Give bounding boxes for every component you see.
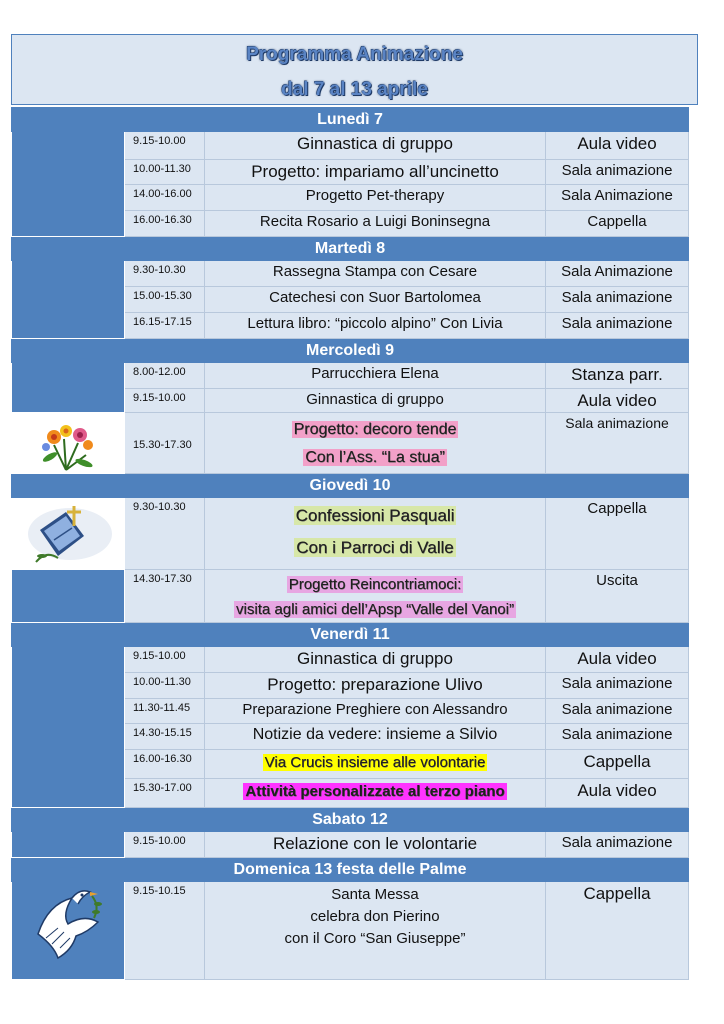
page-subtitle: dal 7 al 13 aprile: [281, 79, 428, 100]
side-cell: [12, 363, 125, 413]
day-label: Mercoledì 9: [12, 339, 689, 363]
location-cell: Cappella: [546, 498, 689, 570]
location-cell: Sala animazione: [546, 699, 689, 724]
activity-cell: Relazione con le volontarie: [205, 832, 546, 858]
location-cell: Cappella: [546, 882, 689, 980]
activity-cell: Ginnastica di gruppo: [205, 389, 546, 413]
location-cell: Cappella: [546, 750, 689, 779]
day-label: Lunedì 7: [12, 108, 689, 132]
time-cell: 11.30-11.45: [125, 699, 205, 724]
activity-cell: Preparazione Preghiere con Alessandro: [205, 699, 546, 724]
activity-cell: Ginnastica di gruppo: [205, 647, 546, 673]
activity-cell: Progetto Pet-therapy: [205, 185, 546, 211]
activity-cell: Notizie da vedere: insieme a Silvio: [205, 724, 546, 750]
activity-cell: Recita Rosario a Luigi Boninsegna: [205, 211, 546, 237]
time-cell: 10.00-11.30: [125, 673, 205, 699]
day-header-giovedi: [12, 474, 689, 498]
activity-line: visita agli amici dell’Apsp “Valle del Vanoi”: [236, 601, 514, 618]
table-row: [12, 132, 689, 160]
flower-image-cell: [12, 413, 125, 474]
location-cell: Cappella: [546, 211, 689, 237]
day-label: Giovedì 10: [12, 474, 689, 498]
time-cell: 9.30-10.30: [125, 498, 205, 570]
activity-cell: [205, 498, 546, 570]
activity-cell: Ginnastica di gruppo: [205, 132, 546, 160]
day-header-martedi: [12, 237, 689, 261]
activity-line: Attività personalizzate al terzo piano: [245, 783, 505, 800]
table-row: [12, 498, 689, 570]
table-row: [12, 363, 689, 389]
time-cell: 9.30-10.30: [125, 261, 205, 287]
location-cell: Aula video: [546, 132, 689, 160]
location-cell: Sala Animazione: [546, 261, 689, 287]
side-cell: [12, 261, 125, 339]
activity-cell: Lettura libro: “piccolo alpino” Con Livia: [205, 313, 546, 339]
activity-cell: Progetto: impariamo all’uncinetto: [205, 160, 546, 185]
time-cell: 9.15-10.00: [125, 132, 205, 160]
title-box: [11, 34, 698, 105]
table-row: [12, 570, 689, 623]
activity-cell: Progetto: preparazione Ulivo: [205, 673, 546, 699]
location-cell: Sala animazione: [546, 313, 689, 339]
time-cell: 14.00-16.00: [125, 185, 205, 211]
location-cell: Aula video: [546, 389, 689, 413]
day-label: Martedì 8: [12, 237, 689, 261]
location-cell: Sala Animazione: [546, 185, 689, 211]
activity-cell: Rassegna Stampa con Cesare: [205, 261, 546, 287]
time-cell: 10.00-11.30: [125, 160, 205, 185]
page-title: Programma Animazione: [246, 44, 463, 65]
location-cell: Stanza parr.: [546, 363, 689, 389]
activity-line: Progetto: decoro tende: [293, 421, 457, 438]
location-cell: Aula video: [546, 647, 689, 673]
table-row: [12, 832, 689, 858]
activity-line: Progetto Reincontriamoci:: [288, 576, 462, 593]
time-cell: 9.15-10.00: [125, 389, 205, 413]
location-cell: Sala animazione: [546, 673, 689, 699]
day-label: Sabato 12: [12, 808, 689, 832]
location-cell: Sala animazione: [546, 724, 689, 750]
location-cell: Aula video: [546, 779, 689, 808]
day-header-mercoledi: [12, 339, 689, 363]
activity-cell: Parrucchiera Elena: [205, 363, 546, 389]
day-label: Venerdì 11: [12, 623, 689, 647]
dove-olive-branch-icon: [28, 884, 108, 970]
activity-line: Con i Parroci di Valle: [296, 538, 454, 557]
prayer-book-cross-icon: [22, 500, 114, 568]
day-header-venerdi: [12, 623, 689, 647]
day-header-lunedi: [12, 108, 689, 132]
time-cell: 9.15-10.00: [125, 647, 205, 673]
activity-line: Santa Messa: [331, 886, 419, 903]
time-cell: 16.15-17.15: [125, 313, 205, 339]
location-cell: Sala animazione: [546, 832, 689, 858]
time-cell: 9.15-10.15: [125, 882, 205, 980]
book-image-cell: [12, 498, 125, 570]
side-cell: [12, 570, 125, 623]
table-row: [12, 413, 689, 474]
activity-cell: [205, 882, 546, 980]
location-cell: Uscita: [546, 570, 689, 623]
day-label: Domenica 13 festa delle Palme: [12, 858, 689, 882]
location-cell: Sala animazione: [546, 160, 689, 185]
table-row: [12, 647, 689, 673]
activity-cell: [205, 779, 546, 808]
location-cell: Sala animazione: [546, 413, 689, 474]
time-cell: 16.00-16.30: [125, 211, 205, 237]
day-header-sabato: [12, 808, 689, 832]
schedule-table: [11, 107, 689, 980]
time-cell: 8.00-12.00: [125, 363, 205, 389]
time-cell: 14.30-15.15: [125, 724, 205, 750]
side-cell: [12, 132, 125, 237]
activity-cell: [205, 750, 546, 779]
activity-cell: Catechesi con Suor Bartolomea: [205, 287, 546, 313]
activity-line: celebra don Pierino: [310, 908, 440, 925]
activity-line: Confessioni Pasquali: [295, 506, 455, 525]
activity-cell: [205, 413, 546, 474]
time-cell: 15.00-15.30: [125, 287, 205, 313]
time-cell: 14.30-17.30: [125, 570, 205, 623]
activity-line: Con l’Ass. “La stua”: [305, 449, 445, 466]
time-cell: 16.00-16.30: [125, 750, 205, 779]
flower-bouquet-icon: [36, 415, 100, 473]
time-cell: 15.30-17.00: [125, 779, 205, 808]
table-row: [12, 261, 689, 287]
activity-line: Via Crucis insieme alle volontarie: [264, 754, 486, 771]
table-row: [12, 882, 689, 980]
activity-cell: [205, 570, 546, 623]
side-cell: [12, 647, 125, 808]
side-cell: [12, 832, 125, 858]
time-cell: 15.30-17.30: [125, 413, 205, 474]
activity-line: con il Coro “San Giuseppe”: [284, 930, 466, 947]
location-cell: Sala animazione: [546, 287, 689, 313]
dove-image-cell: [12, 882, 125, 980]
time-cell: 9.15-10.00: [125, 832, 205, 858]
day-header-domenica: [12, 858, 689, 882]
